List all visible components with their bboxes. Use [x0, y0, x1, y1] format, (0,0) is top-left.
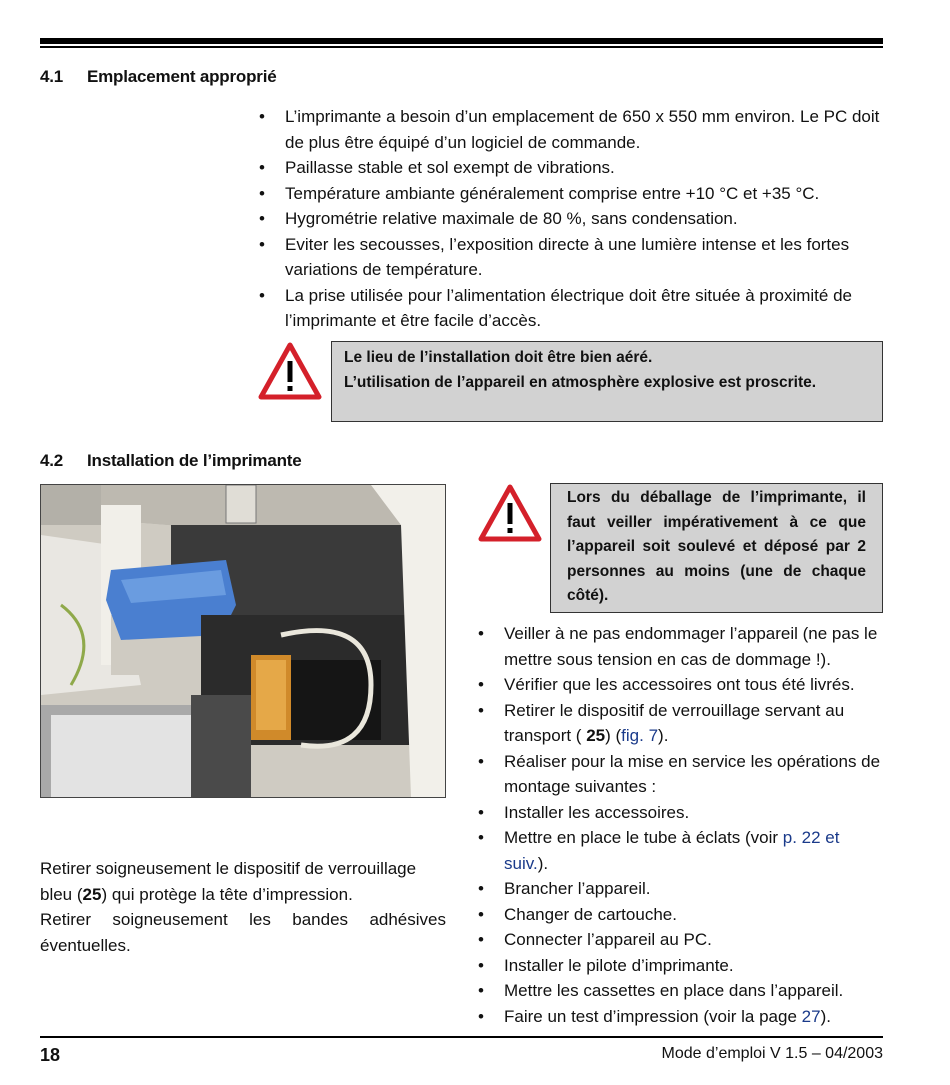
section-number: 4.2: [40, 451, 64, 470]
printer-interior-photo: [40, 484, 446, 798]
warning-triangle-icon: [257, 341, 323, 401]
header-rule-thick: [40, 38, 883, 44]
list-item: • Hygrométrie relative maximale de 80 %, sans condensation.: [256, 206, 886, 232]
caption-text: Retirer soigneusement le dispositif de verrouillage bleu (25) qui protège la tête d’impression.: [40, 859, 417, 904]
list-item: • Changer de cartouche.: [475, 902, 887, 928]
list-item: • Installer le pilote d’imprimante.: [475, 953, 887, 979]
list-item: • La prise utilisée pour l’alimentation électrique doit être située à proximité de l’imprimante et être facile d’accès.: [256, 283, 886, 334]
list-item: • Vérifier que les accessoires ont tous été livrés.: [475, 672, 887, 698]
page-number: 18: [40, 1045, 61, 1065]
installation-steps-list: [475, 621, 887, 1029]
callout-number: 25: [82, 884, 102, 904]
warning-triangle-icon: [477, 483, 543, 543]
list-item: • Mettre en place le tube à éclats (voir p. 22 et suiv.).: [475, 825, 887, 876]
list-item: • Réaliser pour la mise en service les opérations de montage suivantes :: [475, 749, 887, 800]
section-heading-4-1: [40, 67, 276, 87]
footer-rule: [40, 1036, 883, 1038]
section-heading-4-2: [40, 451, 302, 471]
site-requirements-list: [256, 104, 886, 334]
manual-version: Mode d’emploi V 1.5 – 04/2003: [661, 1045, 883, 1062]
warning-text: Lors du déballage de l’imprimante, il faut veiller impérativement à ce que l’appareil soit soulevé et déposé par 2 personnes au moins (une de chaque côté).: [567, 489, 866, 604]
list-item: • Veiller à ne pas endommager l’appareil (ne pas le mettre sous tension en cas de dommage !).: [475, 621, 887, 672]
warning-text-line: Le lieu de l’installation doit être bien aéré.: [344, 349, 653, 366]
printer-photo-illustration: [41, 485, 445, 797]
list-item: • Mettre les cassettes en place dans l’appareil.: [475, 978, 887, 1004]
photo-caption: [40, 856, 446, 958]
warning-text-line: L’utilisation de l’appareil en atmosphère explosive est proscrite.: [344, 373, 817, 391]
page-link[interactable]: 27: [801, 1006, 821, 1026]
section-title: Emplacement approprié: [87, 67, 277, 86]
list-item: • Faire un test d’impression (voir la page 27).: [475, 1004, 887, 1030]
page-link[interactable]: p. 22 et suiv.: [504, 828, 840, 873]
list-item: • Connecter l’appareil au PC.: [475, 927, 887, 953]
header-rule-thin: [40, 46, 883, 48]
list-item: • Installer les accessoires.: [475, 800, 887, 826]
list-item: • Paillasse stable et sol exempt de vibrations.: [256, 155, 886, 181]
figure-link[interactable]: fig. 7: [621, 726, 659, 745]
list-item: • Brancher l’appareil.: [475, 876, 887, 902]
list-item: • Retirer le dispositif de verrouillage servant au transport ( 25) (fig. 7).: [475, 698, 887, 749]
section-number: 4.1: [40, 67, 64, 86]
list-item: • Eviter les secousses, l’exposition directe à une lumière intense et les fortes variations de température.: [256, 232, 886, 283]
list-item: • Température ambiante généralement comprise entre +10 °C et +35 °C.: [256, 181, 886, 207]
ventilation-warning-box: [331, 341, 883, 422]
section-title: Installation de l’imprimante: [87, 451, 302, 470]
caption-text: Retirer soigneusement les bandes adhésives éventuelles.: [40, 910, 446, 955]
unpacking-warning-box: [550, 483, 883, 613]
callout-number: 25: [586, 726, 606, 745]
list-item: • L’imprimante a besoin d’un emplacement de 650 x 550 mm environ. Le PC doit de plus être équipé d’un logiciel de commande.: [256, 104, 886, 155]
